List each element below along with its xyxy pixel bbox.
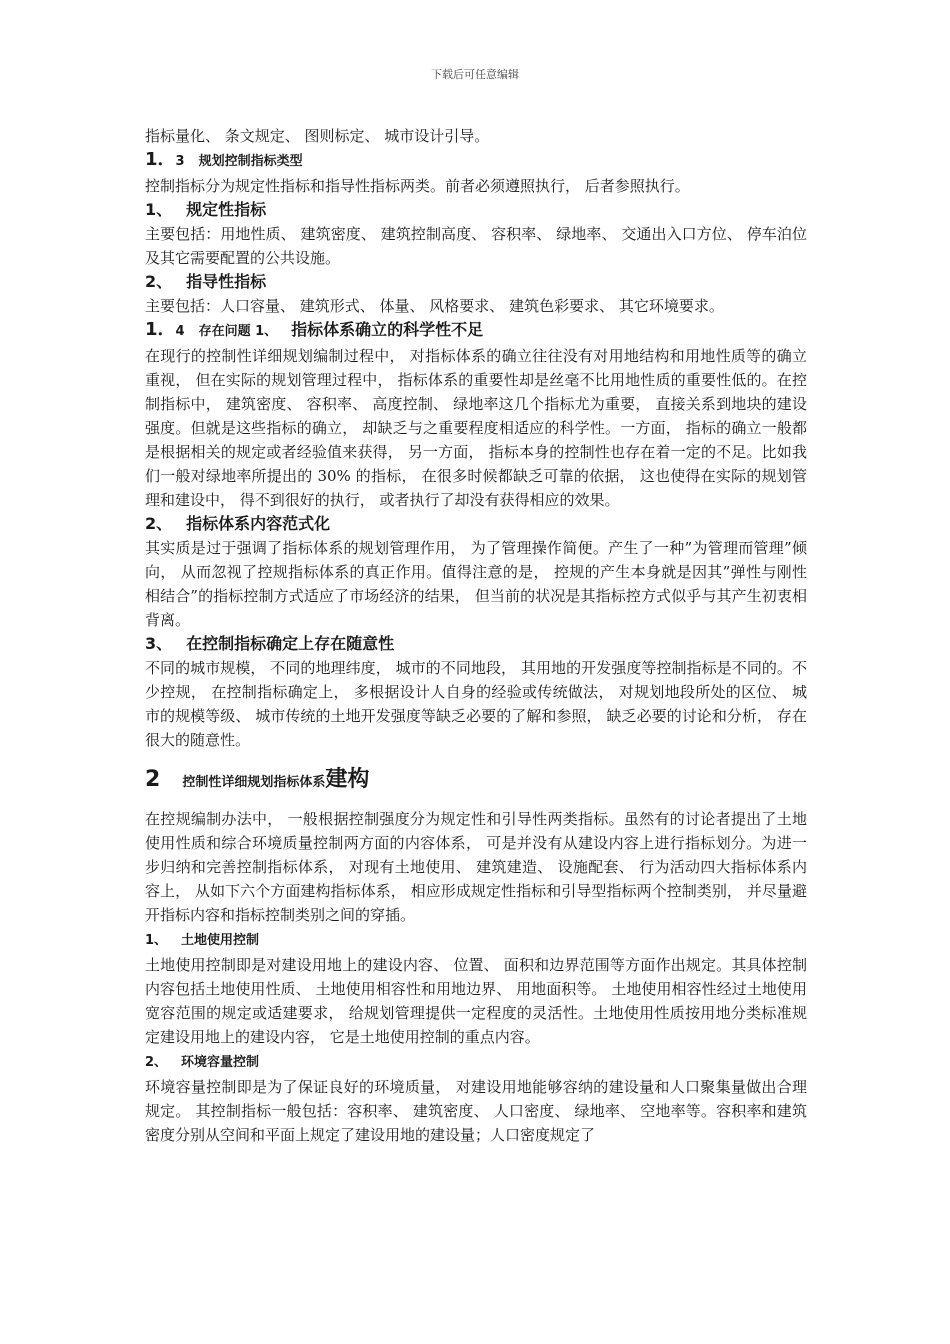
heading-subnumber: 4	[175, 324, 185, 339]
heading-1-4	[145, 318, 807, 344]
paragraph-1-4: 在现行的控制性详细规划编制过程中， 对指标体系的确立往往没有对用地结构和用地性质等的确立重视， 但在实际的规划管理过程中， 指标体系的重要性却是丝毫不比用地性质的重要性低的。在控制指标中， 建筑密度、 容积率、 高度控制、 绿地率这几个指标尤为重要， 直接关系到地块的建设强度。但就是这些指标的确立， 却缺乏与之重要程度相适应的科学性。一方面， 指标的确立一般都是根据相关的规定或者经验值来获得， 另一方面， 指标本身的控制性也存在着一定的不足。比如我们一般对绿地率所提出的 30% 的指标， 在很多时候都缺乏可靠的依据， 这也使得在实际的规划管理和建设中， 得不到很好的执行， 或者执行了却没有获得相应的效果。	[145, 347, 807, 509]
heading-title: 规划控制指标类型	[198, 154, 303, 169]
heading-title: 环境容量控制	[181, 1055, 260, 1070]
paragraph-land-use-control: 土地使用控制即是对建设用地上的建设内容、 位置、 面积和边界范围等方面作出规定。其具体控制内容包括土地使用性质、 土地使用相容性和用地边界、 用地面积等。 土地使用相容性经过土地使用宽容范围的规定或适建要求， 给规划管理提供一定程度的灵活性。土地使用性质按用地分类标准规定建设用地上的建设内容， 它是土地使用控制的重点内容。	[145, 956, 807, 1046]
heading-title: 在控制指标确定上存在随意性	[186, 634, 395, 653]
heading-issue-3	[145, 632, 807, 656]
heading-title-large: 建构	[325, 767, 370, 792]
heading-title-small: 控制性详细规划指标体系	[182, 775, 326, 790]
paragraph-issue-3: 不同的城市规模， 不同的地理纬度， 城市的不同地段， 其用地的开发强度等控制指标是不同的。不少控规， 在控制指标确定上， 多根据设计人自身的经验或传统做法， 对规划地段所处的区位、 城市的规模等级、 城市传统的土地开发强度等缺乏必要的了解和参照， 缺乏必要的讨论和分析， 存在很大的随意性。	[145, 659, 807, 749]
heading-section-2	[145, 764, 807, 799]
heading-subnumber: 3	[175, 154, 185, 169]
heading-mandatory-indicators	[145, 198, 807, 222]
heading-title-a: 存在问题 1、	[198, 324, 278, 339]
heading-title-b: 指标体系确立的科学性不足	[291, 320, 484, 339]
paragraph-environment-capacity: 环境容量控制即是为了保证良好的环境质量， 对建设用地能够容纳的建设量和人口聚集量做出合理规定。 其控制指标一般包括：容积率、 建筑密度、 人口密度、 绿地率、 空地率等。容积率和建筑密度分别从空间和平面上规定了建设用地的建设量；人口密度规定了	[145, 1078, 807, 1144]
intro-paragraph: 指标量化、 条文规定、 图则标定、 城市设计引导。	[145, 127, 490, 145]
paragraph-guiding-indicators: 主要包括：人口容量、 建筑形式、 体量、 风格要求、 建筑色彩要求、 其它环境要求。	[145, 297, 724, 315]
heading-number: 2	[145, 767, 161, 792]
heading-title: 指标体系内容范式化	[186, 514, 331, 533]
heading-number: 2、	[145, 1055, 168, 1070]
heading-land-use-control	[145, 927, 807, 953]
heading-number: 3、	[145, 634, 173, 653]
heading-1-3	[145, 148, 807, 174]
heading-number: 1、	[145, 200, 173, 219]
heading-number: 1．	[145, 149, 176, 170]
heading-number: 2、	[145, 514, 173, 533]
heading-title: 规定性指标	[186, 200, 267, 219]
paragraph-issue-2: 其实质是过于强调了指标体系的规划管理作用， 为了管理操作简便。产生了一种”为管理而管理”倾向， 从而忽视了控规指标体系的真正作用。值得注意的是， 控规的产生本身就是因其”弹性与刚性相结合”的指标控制方式适应了市场经济的结果， 但当前的状况是其指标控方式似乎与其产生初衷相背离。	[145, 539, 807, 629]
heading-title: 指导性指标	[186, 272, 267, 291]
heading-title: 土地使用控制	[181, 933, 260, 948]
paragraph-section-2: 在控规编制办法中， 一般根据控制强度分为规定性和引导性两类指标。虽然有的讨论者提出了土地使用性质和综合环境质量控制两方面的内容体系， 可是并没有从建设内容上进行指标划分。为进一步归纳和完善控制指标体系， 对现有土地使用、 建筑建造、 设施配套、 行为活动四大指标体系内容上， 从如下六个方面建构指标体系， 相应形成规定性指标和引导型指标两个控制类别， 并尽量避开指标内容和指标控制类别之间的穿插。	[145, 810, 807, 924]
heading-number: 2、	[145, 272, 173, 291]
heading-number: 1、	[145, 933, 168, 948]
paragraph-1-3: 控制指标分为规定性指标和指导性指标两类。前者必须遵照执行， 后者参照执行。	[145, 177, 690, 195]
document-body	[145, 124, 807, 1147]
paragraph-mandatory-indicators: 主要包括：用地性质、 建筑密度、 建筑控制高度、 容积率、 绿地率、 交通出入口方位、 停车泊位及其它需要配置的公共设施。	[145, 225, 807, 267]
page-header-note: 下载后可任意编辑	[431, 68, 519, 81]
heading-number: 1．	[145, 319, 176, 340]
heading-issue-2	[145, 512, 807, 536]
heading-guiding-indicators	[145, 270, 807, 294]
heading-environment-capacity	[145, 1049, 807, 1075]
